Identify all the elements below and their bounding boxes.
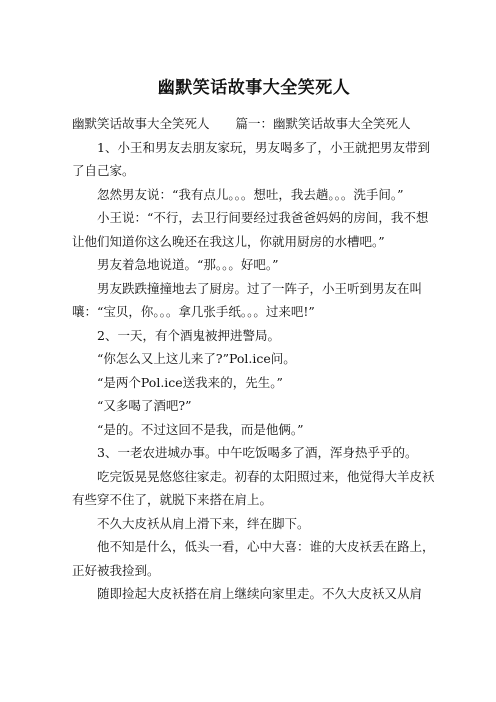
paragraph: 1、小王和男友去朋友家玩，男友喝多了，小王就把男友带到了自己家。: [72, 139, 430, 178]
paragraph: 随即捡起大皮袄搭在肩上继续向家里走。不久大皮袄又从肩: [97, 586, 423, 601]
document-subtitle-line: [72, 112, 436, 136]
paragraph: 2、一天，有个酒鬼被押进警局。: [97, 327, 280, 343]
document-body: [72, 112, 436, 606]
paragraph: 不久大皮袄从肩上滑下来，绊在脚下。: [97, 515, 310, 531]
paragraph: 吃完饭晃晃悠悠往家走。初春的太阳照过来，他觉得大羊皮袄有些穿不住了，就脱下来搭在肩上。: [72, 468, 435, 507]
paragraph: 他不知是什么，低头一看，心中大喜：谁的大皮袄丢在路上，正好被我捡到。: [72, 539, 435, 578]
paragraph: 男友跌跌撞撞地去了厨房。过了一阵子，小王听到男友在叫嚷：“宝贝，你。。。拿几张手纸。。。过来吧!”: [72, 280, 423, 319]
subtitle-left: 幽默笑话故事大全笑死人: [72, 116, 210, 131]
subtitle-right: 篇一：幽默笑话故事大全笑死人: [235, 116, 411, 131]
paragraph: “是两个Pol.ice送我来的，先生。”: [97, 374, 283, 390]
paragraph: 3、一老农进城办事。中午吃饭喝多了酒，浑身热乎乎的。: [97, 445, 418, 460]
paragraph: “你怎么又上这儿来了?”Pol.ice问。: [97, 351, 296, 366]
document-title: 幽默笑话故事大全笑死人: [157, 78, 351, 98]
paragraph: 忽然男友说：“我有点儿。。。想吐，我去趟。。。洗手间。”: [97, 186, 404, 202]
paragraph: 小王说：“不行，去卫行间要经过我爸爸妈妈的房间，我不想让他们知道你这么晚还在我这儿，你就用厨房的水槽吧。”: [72, 210, 429, 249]
paragraph: 男友着急地说道。“那。。。好吧。”: [97, 257, 279, 272]
paragraph: “是的。不过这回不是我，而是他俩。”: [97, 421, 304, 437]
paragraph: “又多喝了酒吧?”: [97, 398, 192, 413]
